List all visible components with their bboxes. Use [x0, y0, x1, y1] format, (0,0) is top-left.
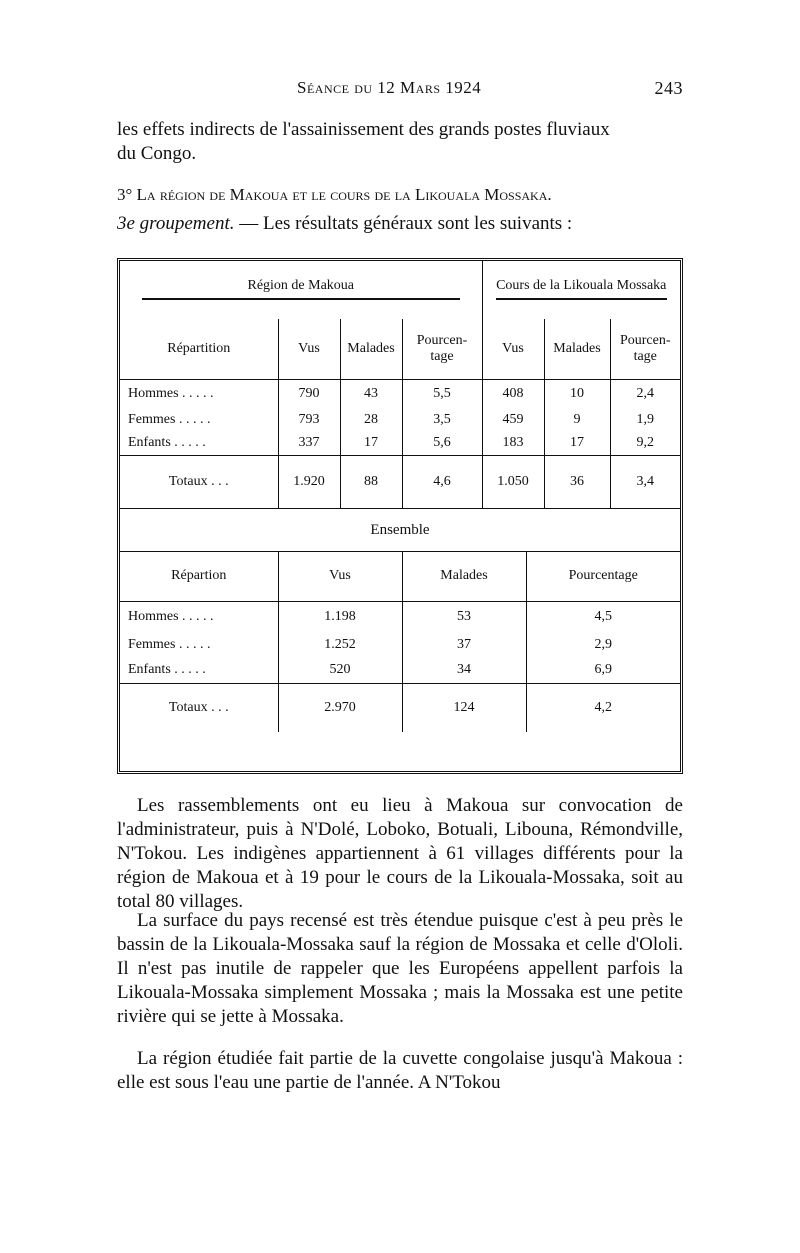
section-heading: 3° La région de Makoua et le cours de la Likouala Mossaka.: [117, 185, 552, 204]
cell: 10: [544, 380, 610, 408]
region-likouala-header: [482, 261, 680, 319]
cell: 1,9: [610, 408, 680, 432]
region-makoua-header: [120, 261, 482, 319]
intro-line-2: du Congo.: [117, 143, 197, 164]
table-ensemble: [120, 552, 680, 732]
cell: 17: [340, 432, 402, 456]
table-by-region: [120, 261, 680, 508]
col-header: Malades: [402, 552, 526, 602]
cell: 4,6: [402, 456, 482, 508]
page-header: [117, 78, 683, 100]
cell: 9: [544, 408, 610, 432]
totals-row: [120, 684, 680, 732]
col-header: Répartion: [120, 552, 278, 602]
cell: 36: [544, 456, 610, 508]
row-label: Hommes . . . . .: [128, 608, 214, 624]
col-header: Vus: [278, 552, 402, 602]
cell: 793: [278, 408, 340, 432]
cell: 4,2: [526, 684, 680, 732]
groupement-line: [117, 212, 683, 236]
intro-paragraph: [117, 118, 683, 166]
cell: 5,5: [402, 380, 482, 408]
groupement-label: 3e groupement.: [117, 213, 235, 234]
region-header-row: [120, 261, 680, 319]
cell: 28: [340, 408, 402, 432]
cell: 37: [402, 632, 526, 658]
body-paragraph: La surface du pays recensé est très étendue puisque c'est à peu près le bassin de la Likouala-Mossaka sauf la région de Mossaka et celle d'Ololi. Il n'est pas inutile de rappeler que les Européens appellent parfois la Likouala-Mossaka simplement Mossaka ; mais la Mossaka est une petite rivière qui se jette à Mossaka.: [117, 910, 683, 1027]
cell: 5,6: [402, 432, 482, 456]
cell: 183: [482, 432, 544, 456]
running-head: Séance du 12 Mars 1924: [297, 78, 482, 97]
cell: 408: [482, 380, 544, 408]
region-makoua-label: Région de Makoua: [247, 277, 355, 293]
cell: 1.252: [278, 632, 402, 658]
row-label: Hommes . . . . .: [128, 385, 214, 401]
cell: 4,5: [526, 602, 680, 632]
intro-line-1: les effets indirects de l'assainissement des grands postes fluviaux: [117, 119, 610, 140]
cell: 34: [402, 658, 526, 684]
totals-row: [120, 456, 680, 508]
cell: 520: [278, 658, 402, 684]
cell: 2.970: [278, 684, 402, 732]
col-header: Pourcen- tage: [610, 319, 680, 380]
cell: 124: [402, 684, 526, 732]
row-label: Totaux . . .: [120, 456, 278, 508]
table-row: [120, 432, 680, 456]
page-number: 243: [654, 78, 683, 98]
col-header: Pourcen- tage: [402, 319, 482, 380]
cell: 2,9: [526, 632, 680, 658]
results-table: [117, 258, 683, 774]
cell: 790: [278, 380, 340, 408]
cell: 3,5: [402, 408, 482, 432]
table-row: [120, 658, 680, 684]
row-label: Femmes . . . . .: [128, 636, 211, 652]
cell: 53: [402, 602, 526, 632]
cell: 1.920: [278, 456, 340, 508]
cell: 43: [340, 380, 402, 408]
cell: 6,9: [526, 658, 680, 684]
row-label: Enfants . . . . .: [128, 435, 206, 451]
region-likouala-label: Cours de la Likouala Mossaka: [496, 277, 667, 293]
col-header: Vus: [482, 319, 544, 380]
ensemble-label: Ensemble: [120, 508, 680, 552]
row-label: Totaux . . .: [120, 684, 278, 732]
body-paragraph: La région étudiée fait partie de la cuvette congolaise jusqu'à Makoua : elle est sous l'eau une partie de l'année. A N'Tokou: [117, 1048, 683, 1093]
col-header: Répartition: [120, 319, 278, 380]
cell: 88: [340, 456, 402, 508]
cell: 337: [278, 432, 340, 456]
column-header-row: [120, 552, 680, 602]
table-row: [120, 632, 680, 658]
cell: 459: [482, 408, 544, 432]
cell: 1.050: [482, 456, 544, 508]
col-header: Pourcentage: [526, 552, 680, 602]
table-row: [120, 408, 680, 432]
table-row: [120, 380, 680, 408]
row-label: Femmes . . . . .: [128, 411, 211, 427]
cell: 9,2: [610, 432, 680, 456]
cell: 3,4: [610, 456, 680, 508]
brace: [496, 298, 667, 303]
col-header: Vus: [278, 319, 340, 380]
body-paragraph: Les rassemblements ont eu lieu à Makoua sur convocation de l'administrateur, puis à N'Dolé, Loboko, Botuali, Libouna, Rémondville, N'Tokou. Les indigènes appartiennent à 61 villages différents pour la région de Makoua et à 19 pour le cours de la Likouala-Mossaka, soit au total 80 villages.: [117, 795, 683, 912]
col-header: Malades: [340, 319, 402, 380]
cell: 1.198: [278, 602, 402, 632]
table-row: [120, 602, 680, 632]
row-label: Enfants . . . . .: [128, 662, 206, 678]
groupement-text: — Les résultats généraux sont les suivants :: [234, 213, 573, 234]
brace: [142, 298, 460, 303]
cell: 17: [544, 432, 610, 456]
cell: 2,4: [610, 380, 680, 408]
column-header-row: [120, 319, 680, 380]
col-header: Malades: [544, 319, 610, 380]
